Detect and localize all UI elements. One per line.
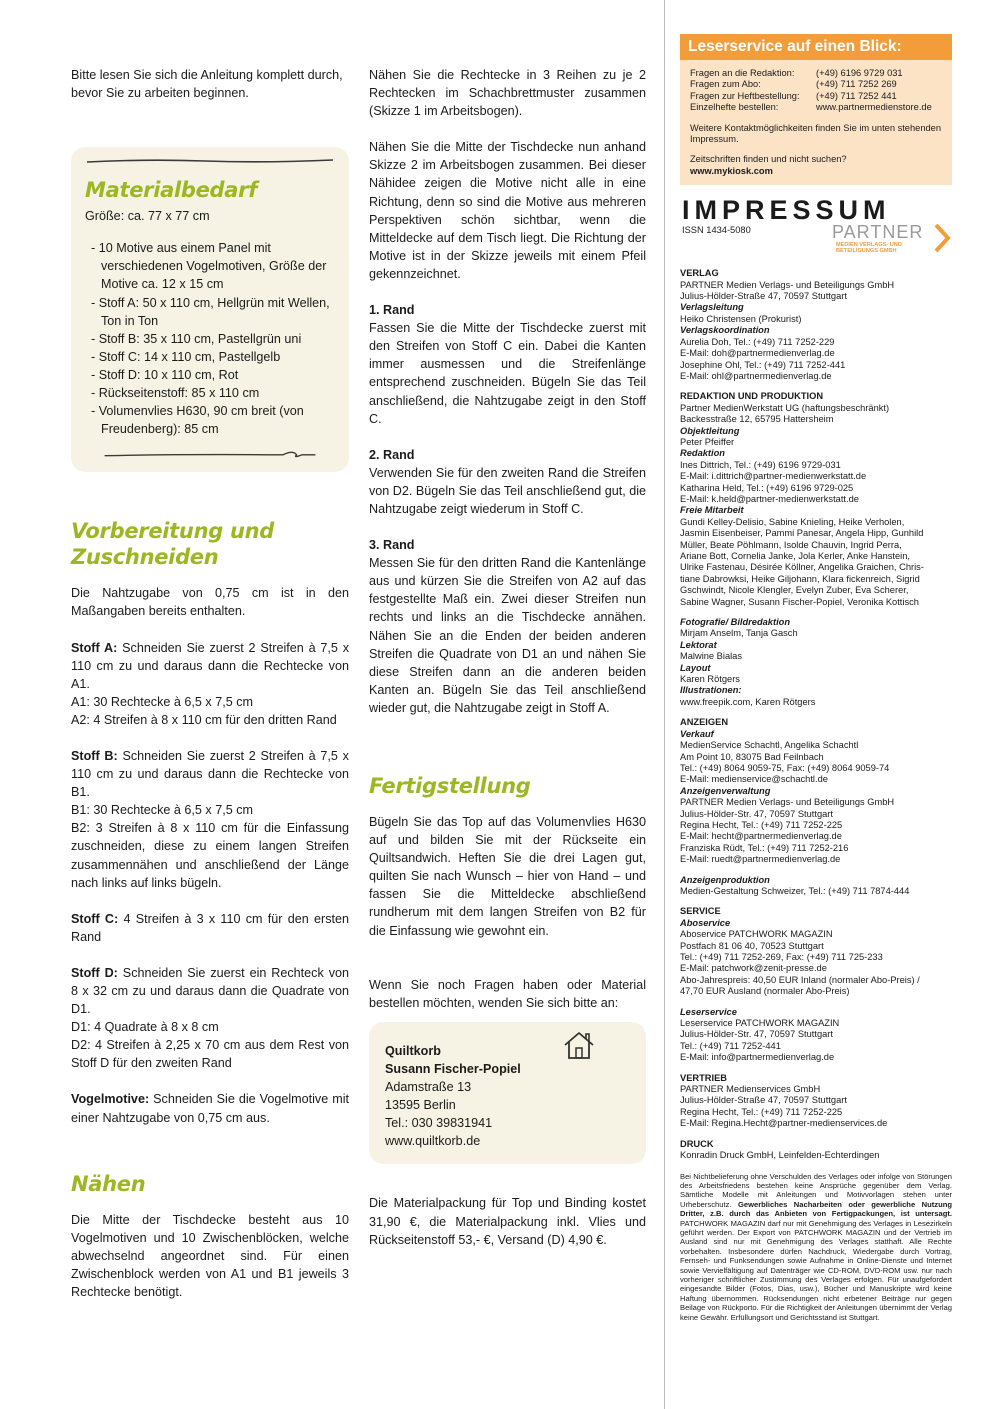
stoff-a-text: Stoff A: Schneiden Sie zuerst 2 Streifen à 7,5 x 110 cm zu und daraus dann die Rechtecke von A1. [71,640,349,691]
section-line: Gundi Kelley-Delisio, Sabine Knieling, Heike Verholen, [680,516,905,527]
section-subtitle: Verlagsleitung [680,302,744,313]
rand2-title: 2. Rand [369,447,415,462]
section-subtitle: Redaktion [680,448,725,459]
section-line: E-Mail: medienservice@schachtl.de [680,774,828,785]
rand3-title: 3. Rand [369,538,415,553]
section-line: Josephine Ohl, Tel.: (+49) 711 7252-441 [680,359,846,370]
section-line: MedienService Schachtl, Angelika Schachtl [680,740,859,751]
stoff-d2: D2: 4 Streifen à 2,25 x 70 cm aus dem Rest von Stoff D für den zweiten Rand [71,1038,349,1071]
section-line: Regina Hecht, Tel.: (+49) 711 7252-225 [680,1106,843,1117]
sew-text: Die Mitte der Tischdecke besteht aus 10 Vogelmotiven und 10 Zwischenblöcken, welche abwechselnd angeordnet sind. Für einen Zwischenblock werden von A1 und B1 jeweils 3 Rechtecke benötigt. [71,1212,349,1300]
section-subtitle: Layout [680,662,711,673]
section-line: Tel.: (+49) 711 7252-269, Fax: (+49) 711 725-233 [680,952,883,962]
section-subtitle: Objektleitung [680,425,740,436]
rand3-text: Messen Sie für den dritten Rand die Kantenlänge aus und kürzen Sie die Streifen von A2 auf das festgestellte Maß ein. Zwei dieser Streifen nun rechts und links an die Tischdecke annähen. Nähen Sie an die Enden der beiden anderen Streifen die Quadrate von D1 an und nähen Sie diese Streifen dann an die anderen beiden Kanten an. Bügeln Sie das Teil anschließend wieder gut, die Nahtzugabe zeigt in Stoff A. [369,556,646,715]
leserservice-row: Einzelhefte bestellen: www.partnermedienstore.de [690,102,932,113]
rand1-text: Fassen Sie die Mitte der Tischdecke zuerst mit den Streifen von Stoff C ein. Dabei die Kanten immer ausmessen und die Streifenlänge entsprechend zuschneiden. Bügeln Sie das Teil anschließend, die Nahtzugabe zeigt in den Stoff C. [369,321,646,426]
section-line: Peter Pfeiffer [680,436,735,447]
column-left [71,66,349,1301]
column-divider [664,0,665,1409]
section-line: Julius-Hölder-Str. 47, 70597 Stuttgart [680,808,833,819]
section-line: Julius-Hölder-Straße 47, 70597 Stuttgart [680,291,847,302]
impressum-section [680,1139,952,1162]
section-line: Müller, Beate Pöhlmann, Isolde Chauvin, Ingrid Perra, [680,539,902,550]
section-line: Jasmin Eisenbeiser, Pammi Panesar, Angela Hipp, Gunhild [680,528,924,539]
section-line: Konradin Druck GmbH, Leinfelden-Echterdingen [680,1150,880,1161]
section-line: Ines Dittrich, Tel.: (+49) 6196 9729-031 [680,459,841,470]
section-subtitle: Fotografie/ Bildredaktion [680,617,791,628]
section-line: E-Mail: k.held@partner-medienwerkstatt.de [680,493,859,504]
section-line: Postfach 81 06 40, 70523 Stuttgart [680,940,824,951]
section-subtitle: Verlagskoordination [680,325,770,336]
leserservice-box [680,34,952,185]
section-subtitle: Aboservice [680,917,731,928]
stoff-b1: B1: 30 Rechtecke à 6,5 x 7,5 cm [71,803,254,818]
prep-allowance: Die Nahtzugabe von 0,75 cm ist in den Maßangaben bereits enthalten. [71,586,349,619]
section-subtitle: Freie Mitarbeit [680,505,744,516]
stoff-a1: A1: 30 Rechtecke à 6,5 x 7,5 cm [71,694,254,709]
vogelmotive-label: Vogelmotive: [71,1092,150,1107]
impressum-section [680,617,952,708]
section-subtitle: Lektorat [680,639,717,650]
leserservice-row: Fragen an die Redaktion: (+49) 6196 9729 031 [690,68,903,78]
prep-heading: Vorbereitung und Zuschneiden [71,519,274,570]
sew-heading: Nähen [71,1171,146,1196]
package-text: Die Materialpackung für Top und Binding kostet 31,90 €, die Materialpackung inkl. Vlies und Rückseitenstoff 53,- €, Versand (D) 4,90 €. [369,1196,646,1247]
issn: ISSN 1434-5080 [682,225,751,236]
section-line: PARTNER Medienservices GmbH [680,1084,821,1095]
impressum-section [680,1007,952,1064]
logo-sub-2: BETEILIGUNGS GMBH [836,248,897,255]
contact-web[interactable]: www.quiltkorb.de [385,1134,481,1149]
section-line: 47,70 EUR Ausland (normaler Abo-Preis) [680,986,850,997]
rand2-text: Verwenden Sie für den zweiten Rand die Streifen von D2. Bügeln Sie das Teil anschließend gut, die Nahtzugabe zeigt wiederum in Stoff C. [369,465,647,516]
section-line: Abo-Jahrespreis: 40,50 EUR Inland (normaler Abo-Preis) / [680,974,920,985]
section-line: tiane Dabrowksi, Heike Giljohann, Klara fickenreich, Sigrid [680,573,920,584]
rand1-title: 1. Rand [369,303,415,318]
section-subtitle: Leserservice [680,1006,737,1017]
section-line: E-Mail: i.dittrich@partner-medienwerkstatt.de [680,471,867,482]
material-item: - Stoff C: 14 x 110 cm, Pastellgelb [91,349,281,364]
impressum-title: IMPRESSUM [682,195,891,226]
section-line: Tel.: (+49) 711 7252-441 [680,1040,781,1051]
contact-box [369,1022,646,1165]
logo-name: PARTNER [832,222,924,243]
section-line: E-Mail: doh@partnermedienverlag.de [680,348,835,359]
leserservice-more: Weitere Kontaktmöglichkeiten finden Sie im unten stehenden Impressum. [690,122,941,145]
section-line: E-Mail: hecht@partnermedienverlag.de [680,831,842,842]
contact-name: Quiltkorb [385,1043,441,1058]
intro-text: Bitte lesen Sie sich die Anleitung komplett durch, bevor Sie zu arbeiten beginnen. [71,68,343,101]
impressum-section [680,875,952,898]
impressum-section [680,268,952,382]
material-size: Größe: ca. 77 x 77 cm [85,209,210,224]
section-subtitle: Illustrationen: [680,685,742,696]
section-line: Malwine Bialas [680,651,743,662]
leserservice-row: Fragen zum Abo: (+49) 711 7252 269 [690,79,897,90]
section-line: Aboservice PATCHWORK MAGAZIN [680,929,833,940]
impressum-column [680,34,952,1322]
stoff-c-text: Stoff C: 4 Streifen à 3 x 110 cm für den ersten Rand [71,911,349,944]
finish-heading: Fertigstellung [369,774,531,798]
contact-phone: Tel.: 030 39831941 [385,1116,493,1131]
section-line: Karen Rötgers [680,674,740,685]
material-heading: Materialbedarf [85,178,258,203]
partner-logo [832,221,952,259]
section-line: E-Mail: ruedt@partnermedienverlag.de [680,854,841,865]
leserservice-title: Leserservice auf einen Blick: [680,34,952,60]
section-title: SERVICE [680,906,721,917]
squiggle-divider-top [85,155,335,167]
material-item: - Stoff D: 10 x 110 cm, Rot [91,367,239,382]
material-item: - Stoff B: 35 x 110 cm, Pastellgrün uni [91,331,302,346]
section-line: Heiko Christensen (Prokurist) [680,313,802,324]
section-title: VERLAG [680,268,719,279]
section-title: DRUCK [680,1138,714,1149]
section-title: ANZEIGEN [680,717,729,728]
stoff-a-label: Stoff A: [71,640,118,655]
impressum-sections [680,268,952,1161]
contact-person: Susann Fischer-Popiel [385,1061,521,1076]
section-subtitle: Anzeigenproduktion [680,874,770,885]
stoff-d1: D1: 4 Quadrate à 8 x 8 cm [71,1020,219,1035]
section-line: Julius-Hölder-Str. 47, 70597 Stuttgart [680,1029,833,1040]
section-subtitle: Verkauf [680,728,714,739]
stoff-b2: B2: 3 Streifen à 8 x 110 cm für die Einfassung zuschneiden, diese zu einem langen Streifen zusammennähen und anschließend der Länge nach links auf links bügeln. [71,821,349,890]
section-line: Leserservice PATCHWORK MAGAZIN [680,1018,840,1029]
section-title: VERTRIEB [680,1072,728,1083]
finish-text: Bügeln Sie das Top auf das Volumenvlies H630 auf und bilden Sie mit der Rückseite ein Quiltsandwich. Heften Sie die drei Lagen gut, quilten Sie nach Wunsch – hier von Hand – und fassen Sie die Mitteldecke abschließend rundherum mit dem langen Streifen von B2 für die Einfassung wie gewohnt ein. [369,815,646,938]
section-title: REDAKTION UND PRODUKTION [680,391,824,402]
vogelmotive-text: Vogelmotive: Schneiden Sie die Vogelmotive mit einer Nahtzugabe von 0,75 cm aus. [71,1092,349,1125]
center-text: Nähen Sie die Mitte der Tischdecke nun anhand Skizze 2 im Arbeitsbogen zusammen. Bei dieser Nähidee zeigen die Motive nicht alle in eine Richtung, denn so sind die Motive aus mehreren Perspektiven schön sichtbar, wenn die Mitteldecke auf dem Tisch liegt. Die Richtung der Motive ist in der Skizze jeweils mit einem Pfeil gekennzeichnet. [369,140,646,281]
section-line: Sabine Wagner, Susann Fischer-Popiel, Veronika Kottisch [680,596,919,607]
section-line: PARTNER Medien Verlags- und Beteiligungs GmbH [680,797,895,808]
section-line: Mirjam Anselm, Tanja Gasch [680,628,798,639]
material-list [85,239,335,438]
section-line: Am Point 10, 83075 Bad Feilnbach [680,751,824,762]
section-line: PARTNER Medien Verlags- und Beteiligungs GmbH [680,279,895,290]
section-line: Gschwindt, Nicole Klengler, Evelyn Zuber, Eva Scherer, [680,585,909,596]
section-line: Aurelia Doh, Tel.: (+49) 711 7252-229 [680,336,835,347]
rect-text: Nähen Sie die Rechtecke in 3 Reihen zu je 2 Rechtecken im Schachbrettmuster zusammen (Skizze 1 im Arbeitsbogen). [369,68,646,119]
column-middle [369,66,646,1249]
section-line: www.freepik.com, Karen Rötgers [680,696,816,707]
kiosk-text: Zeitschriften finden und nicht suchen? [690,154,847,165]
logo-sub-1: MEDIEN VERLAGS- UND [836,242,902,249]
material-item: - Stoff A: 50 x 110 cm, Hellgrün mit Wellen, Ton in Ton [91,295,330,328]
material-box [71,147,349,472]
material-item: - 10 Motive aus einem Panel mit verschiedenen Vogelmotiven, Größe der Motive ca. 12 x 15 cm [91,241,327,292]
leserservice-row: Fragen zur Heftbestellung: (+49) 711 7252 441 [690,90,897,101]
stoff-b-text: Stoff B: Schneiden Sie zuerst 2 Streifen à 7,5 x 110 cm zu und daraus dann die Rechtecke von B1. [71,748,349,800]
section-line: Ariane Bott, Cornelia Janke, Jola Kerler, Anke Hanstein, [680,551,910,561]
legal-notice: Bei Nichtbelieferung ohne Verschulden des Verlages oder infolge von Störungen des Arbeitsfriedens bestehen keine Ansprüche gegenüber dem Verlag. Sämtliche Modelle mit Anleitungen und Motivvorlagen stehen unter Urheberschutz. Gewerbliches Nacharbeiten oder gewerbliche Nutzung Dritter, z.B. durch das Anbieten von Fertigpackungen, ist untersagt. PATCHWORK MAGAZIN darf nur mit Genehmigung des Verlages in Lesezirkeln geführt werden. Der Export von PATCHWORK MAGAZIN und der Vertrieb im Ausland sind nur mit Genehmigung des Verlages statthaft. Alle Rechte vorbehalten. Insbesondere dürfen Nachdruck, Wiedergabe durch Vortrag, Fernseh- und Funksendungen sowie Aufnahme in Online-Dienste und Internet sowie Vervielfältigung auf Datenträger wie CD-ROM, DVD-ROM usw. nur nach vorheriger schriftlicher Zustimmung des Verlages erfolgen. Für unaufgefordert eingesandte Bilder (Fotos, Dias, usw.), Bücher und Manuskripte wird keine Haftung übernommen. Rücksendungen nicht erbetener Beiträge nur gegen Beilage von Rückporto. Für die Richtigkeit der Anleitungen übernimmt der Verlag keine Gewähr. Erfüllungsort und Gerichtsstand ist Stuttgart. [680,1171,952,1322]
house-icon [562,1030,596,1060]
contact-street: Adamstraße 13 [385,1080,472,1095]
material-item: - Rückseitenstoff: 85 x 110 cm [91,386,260,401]
impressum-section [680,906,952,997]
impressum-section [680,1073,952,1130]
stoff-a2: A2: 4 Streifen à 8 x 110 cm für den dritten Rand [71,712,337,727]
stoff-c-label: Stoff C: [71,911,119,926]
impressum-section [680,717,952,865]
stoff-d-label: Stoff D: [71,965,118,980]
section-line: Regina Hecht, Tel.: (+49) 711 7252-225 [680,819,843,830]
section-line: E-Mail: ohl@partnermedienverlag.de [680,370,832,381]
section-line: E-Mail: info@partnermedienverlag.de [680,1052,835,1063]
section-line: Partner MedienWerkstatt UG (haftungsbeschränkt) [680,402,890,413]
kiosk-link[interactable]: www.mykiosk.com [690,165,773,176]
section-line: Backesstraße 12, 65795 Hattersheim [680,414,834,425]
section-line: Franziska Rüdt, Tel.: (+49) 711 7252-216 [680,842,849,853]
squiggle-divider-bottom [85,448,335,460]
section-subtitle: Anzeigenverwaltung [680,785,771,796]
section-line: Tel.: (+49) 8064 9059-75, Fax: (+49) 8064 9059-74 [680,762,890,773]
section-line: E-Mail: Regina.Hecht@partner-medienservices.de [680,1118,888,1129]
impressum-section [680,391,952,608]
section-line: Julius-Hölder-Straße 47, 70597 Stuttgart [680,1095,847,1106]
section-line: Katharina Held, Tel.: (+49) 6196 9729-025 [680,482,854,493]
section-line: Ulrike Fastenau, Désirée Köllner, Angelika Graichen, Chris- [680,562,924,573]
section-line: Medien-Gestaltung Schweizer, Tel.: (+49) 711 7874-444 [680,885,910,896]
section-line: E-Mail: patchwork@zenit-presse.de [680,963,827,974]
material-item: - Volumenvlies H630, 90 cm breit (von Freudenberg): 85 cm [91,404,304,437]
stoff-b-label: Stoff B: [71,748,118,763]
questions-text: Wenn Sie noch Fragen haben oder Material bestellen möchten, wenden Sie sich bitte an: [369,977,646,1010]
contact-city: 13595 Berlin [385,1098,456,1113]
stoff-d-text: Stoff D: Schneiden Sie zuerst ein Rechteck von 8 x 32 cm zu und daraus dann die Quadrate von D1. [71,965,349,1017]
